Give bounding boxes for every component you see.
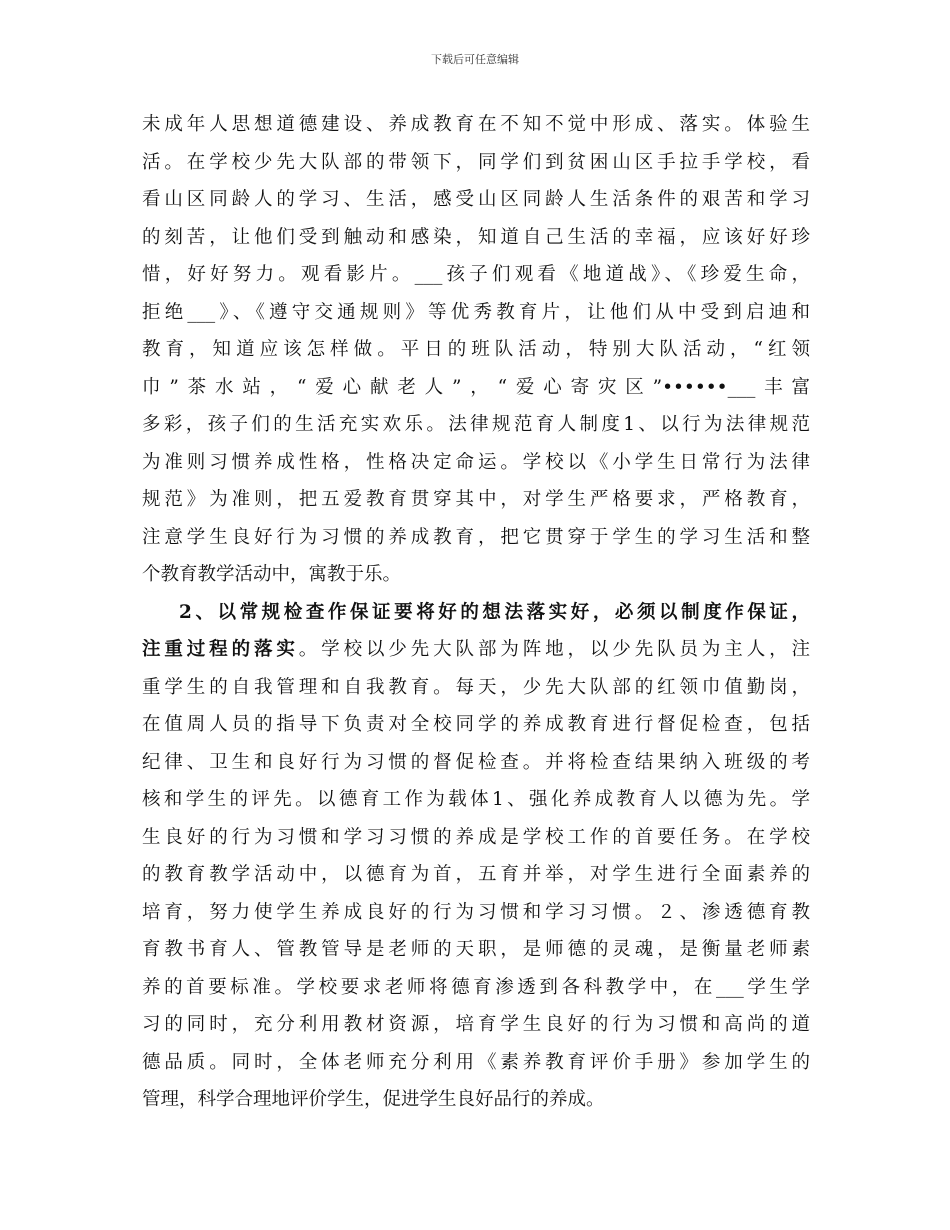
text-line: 拒绝___》、《遵守交通规则》等优秀教育片，让他们从中受到启迪和 [142,301,810,323]
text-line: 个教育教学活动中，寓教于乐。 [142,564,402,585]
text-line: 多彩，孩子们的生活充实欢乐。法律规范育人制度1、以行为法律规范 [142,414,810,435]
text-line: 惜，好好努力。观看影片。___孩子们观看《地道战》、《珍爱生命， [142,264,810,285]
bold-heading-line: 2、以常规检查作保证要将好的想法落实好，必须以制度作保证， [179,601,810,623]
text-line: 注意学生良好行为习惯的养成教育，把它贯穿于学生的学习生活和整 [142,526,810,548]
paragraph-2 [142,594,810,1119]
text-line: 培育，努力使学生养成良好的行为习惯和学习习惯。２、渗透德育教 [142,901,810,923]
text-line: 纪律、卫生和良好行为习惯的督促检查。并将检查结果纳入班级的考 [142,751,810,773]
text-line: 规范》为准则，把五爱教育贯穿其中，对学生严格要求，严格教育， [142,489,810,510]
paragraph-1 [142,106,810,594]
text-line: 的教育教学活动中，以德育为首，五育并举，对学生进行全面素养的 [142,864,810,885]
text-line [142,631,810,669]
text-line: 巾”茶水站，“爱心献老人”，“爱心寄灾区”••••••___丰富 [142,376,810,398]
text-line: 习的同时，充分利用教材资源，培育学生良好的行为习惯和高尚的道 [142,1014,810,1035]
text-line: 德品质。同时，全体老师充分利用《素养教育评价手册》参加学生的 [142,1051,810,1073]
text-line: 育教书育人、管教管导是老师的天职，是师德的灵魂，是衡量老师素 [142,939,810,960]
page-header: 下载后可任意编辑 [431,53,519,66]
text-line: 看山区同龄人的学习、生活，感受山区同龄人生活条件的艰苦和学习 [142,189,810,210]
text-line: 未成年人思想道德建设、养成教育在不知不觉中形成、落实。体验生 [142,114,810,135]
text-line: 活。在学校少先大队部的带领下，同学们到贫困山区手拉手学校，看 [142,151,810,173]
text-line: 为准则习惯养成性格，性格决定命运。学校以《小学生日常行为法律 [142,451,810,473]
text-line: 生良好的行为习惯和学习习惯的养成是学校工作的首要任务。在学校 [142,826,810,848]
bold-heading-continuation: 注重过程的落实 [142,639,299,660]
text-line: 教育，知道应该怎样做。平日的班队活动，特别大队活动，“红领 [142,339,810,360]
text-line: 在值周人员的指导下负责对全校同学的养成教育进行督促检查，包括 [142,714,810,735]
text-line: 管理，科学合理地评价学生，促进学生良好品行的养成。 [142,1089,605,1110]
text-line-rest: 。学校以少先大队部为阵地，以少先队员为主人，注 [298,639,810,660]
text-line: 的刻苦，让他们受到触动和感染，知道自己生活的幸福，应该好好珍 [142,226,810,248]
text-line: 核和学生的评先。以德育工作为载体1、强化养成教育人以德为先。学 [142,789,810,810]
text-line: 养的首要标准。学校要求老师将德育渗透到各科教学中，在___学生学 [142,976,810,998]
text-line: 重学生的自我管理和自我教育。每天，少先大队部的红领巾值勤岗， [142,676,810,698]
document-body [142,106,810,1119]
